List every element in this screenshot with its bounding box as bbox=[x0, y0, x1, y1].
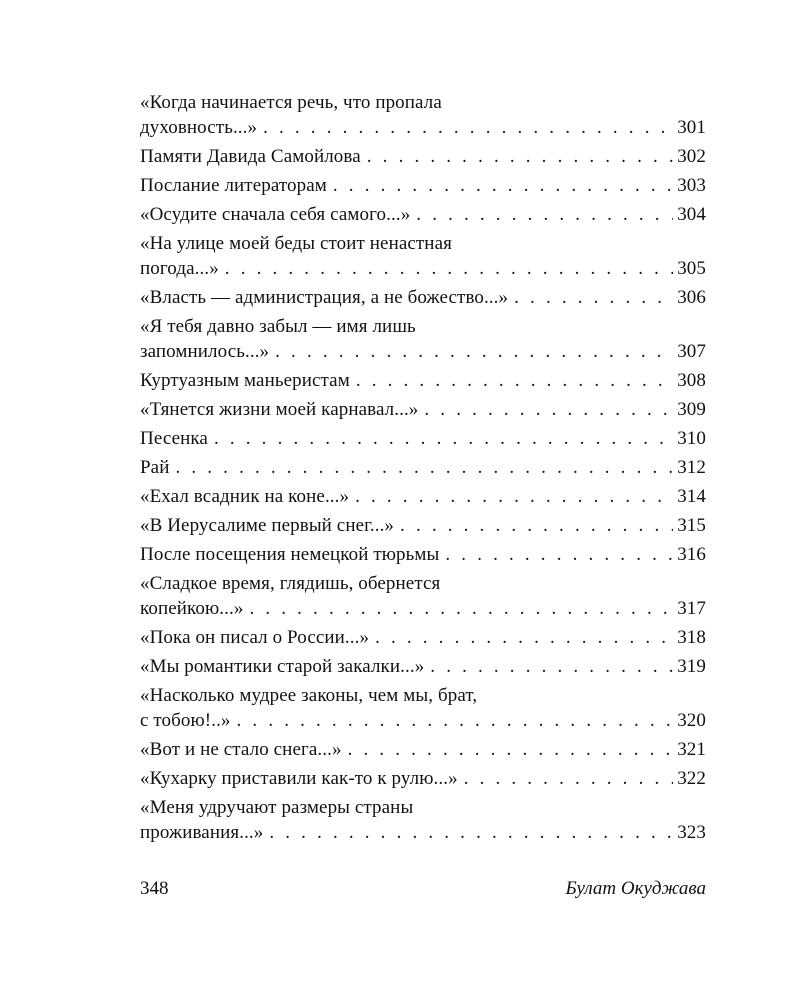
toc-entry-page: 309 bbox=[677, 399, 706, 420]
toc-entry-first-line: «Сладкое время, глядишь, обернется bbox=[140, 573, 441, 594]
toc-entry-page: 306 bbox=[677, 287, 706, 308]
toc-entry-page: 320 bbox=[677, 710, 706, 731]
toc-entry bbox=[140, 625, 706, 650]
dot-leader bbox=[355, 484, 673, 509]
toc-entry-title: копейкою...» bbox=[140, 598, 244, 619]
toc-entry-line bbox=[140, 820, 706, 845]
toc-entry-page: 321 bbox=[677, 739, 706, 760]
dot-leader bbox=[214, 426, 673, 451]
toc-entry-line bbox=[140, 173, 706, 198]
dot-leader bbox=[445, 542, 673, 567]
toc-entry-page: 302 bbox=[677, 146, 706, 167]
toc-entry-line bbox=[140, 513, 706, 538]
toc-entry-line bbox=[140, 285, 706, 310]
toc-entry-page: 314 bbox=[677, 486, 706, 507]
dot-leader bbox=[416, 202, 673, 227]
toc-entry-title: «Ехал всадник на коне...» bbox=[140, 486, 350, 507]
toc-entry-page: 317 bbox=[677, 598, 706, 619]
dot-leader bbox=[333, 173, 673, 198]
toc-entry bbox=[140, 314, 706, 364]
toc-entry bbox=[140, 455, 706, 480]
toc-entry-page: 315 bbox=[677, 515, 706, 536]
toc-entry bbox=[140, 542, 706, 567]
dot-leader bbox=[514, 285, 673, 310]
toc-entry bbox=[140, 513, 706, 538]
toc-entry bbox=[140, 397, 706, 422]
dot-leader bbox=[249, 596, 673, 621]
toc-entry-title: Песенка bbox=[140, 428, 208, 449]
dot-leader bbox=[263, 115, 673, 140]
dot-leader bbox=[356, 368, 673, 393]
dot-leader bbox=[400, 513, 673, 538]
toc-entry-line bbox=[140, 542, 706, 567]
toc-entry-page: 305 bbox=[677, 258, 706, 279]
toc-entry-page: 316 bbox=[677, 544, 706, 565]
toc-entry-first-line: «На улице моей беды стоит ненастная bbox=[140, 233, 452, 254]
toc-entry-page: 307 bbox=[677, 341, 706, 362]
toc-entry-page: 303 bbox=[677, 175, 706, 196]
dot-leader bbox=[464, 766, 674, 791]
dot-leader bbox=[269, 820, 673, 845]
toc-entry-title: погода...» bbox=[140, 258, 219, 279]
toc-entry-line bbox=[140, 737, 706, 762]
page-footer bbox=[140, 876, 706, 901]
toc-entry-title: «Кухарку приставили как-то к рулю...» bbox=[140, 768, 458, 789]
toc-entry-title: Послание литераторам bbox=[140, 175, 327, 196]
toc-entry-title: «Пока он писал о России...» bbox=[140, 627, 370, 648]
toc-entry-title: После посещения немецкой тюрьмы bbox=[140, 544, 440, 565]
dot-leader bbox=[375, 625, 673, 650]
dot-leader bbox=[430, 654, 673, 679]
toc-entry-page: 308 bbox=[677, 370, 706, 391]
toc-entry-title: проживания...» bbox=[140, 822, 264, 843]
toc-entry-line bbox=[140, 256, 706, 281]
toc-entry-title: Рай bbox=[140, 457, 170, 478]
toc-entry-first-line: «Я тебя давно забыл — имя лишь bbox=[140, 316, 416, 337]
toc-entry-line bbox=[140, 455, 706, 480]
toc-entry bbox=[140, 737, 706, 762]
page-number: 348 bbox=[140, 878, 169, 899]
toc-entry-first-line: «Меня удручают размеры страны bbox=[140, 797, 414, 818]
dot-leader bbox=[225, 256, 673, 281]
toc-entry-title: «Вот и не стало снега...» bbox=[140, 739, 342, 760]
toc-entry bbox=[140, 795, 706, 845]
toc-entry-line bbox=[140, 654, 706, 679]
toc-entry bbox=[140, 683, 706, 733]
toc-entry bbox=[140, 368, 706, 393]
toc-entry-first-line: «Когда начинается речь, что пропала bbox=[140, 92, 442, 113]
toc-entry bbox=[140, 90, 706, 140]
toc-entry bbox=[140, 285, 706, 310]
toc-entry bbox=[140, 144, 706, 169]
toc-entry-line bbox=[140, 397, 706, 422]
toc-entry-page: 312 bbox=[677, 457, 706, 478]
toc-entry bbox=[140, 571, 706, 621]
toc-entry-line bbox=[140, 115, 706, 140]
toc-entry bbox=[140, 173, 706, 198]
toc-entry-line bbox=[140, 766, 706, 791]
toc-entry-line bbox=[140, 625, 706, 650]
toc-entry bbox=[140, 654, 706, 679]
toc-entry bbox=[140, 202, 706, 227]
table-of-contents bbox=[140, 90, 706, 849]
dot-leader bbox=[424, 397, 673, 422]
toc-entry bbox=[140, 231, 706, 281]
toc-entry-title: «Мы романтики старой закалки...» bbox=[140, 656, 425, 677]
toc-entry-title: «Осудите сначала себя самого...» bbox=[140, 204, 411, 225]
toc-entry-line bbox=[140, 339, 706, 364]
toc-entry-line bbox=[140, 484, 706, 509]
toc-entry-page: 319 bbox=[677, 656, 706, 677]
toc-entry-line bbox=[140, 426, 706, 451]
toc-entry bbox=[140, 484, 706, 509]
dot-leader bbox=[237, 708, 674, 733]
toc-entry-title: «Тянется жизни моей карнавал...» bbox=[140, 399, 419, 420]
toc-entry-page: 310 bbox=[677, 428, 706, 449]
dot-leader bbox=[348, 737, 674, 762]
toc-entry-page: 323 bbox=[677, 822, 706, 843]
toc-entry-line bbox=[140, 202, 706, 227]
toc-entry-title: с тобою!..» bbox=[140, 710, 231, 731]
toc-entry-page: 322 bbox=[677, 768, 706, 789]
toc-entry-title: запомнилось...» bbox=[140, 341, 270, 362]
toc-entry-first-line: «Насколько мудрее законы, чем мы, брат, bbox=[140, 685, 478, 706]
dot-leader bbox=[175, 455, 673, 480]
running-author: Булат Окуджава bbox=[565, 878, 706, 899]
toc-entry-title: духовность...» bbox=[140, 117, 258, 138]
toc-entry-line bbox=[140, 708, 706, 733]
toc-entry-page: 301 bbox=[677, 117, 706, 138]
toc-entry-line bbox=[140, 144, 706, 169]
toc-entry-page: 318 bbox=[677, 627, 706, 648]
toc-entry bbox=[140, 766, 706, 791]
toc-entry-line bbox=[140, 368, 706, 393]
dot-leader bbox=[275, 339, 673, 364]
toc-entry-title: «Власть — администрация, а не божество...» bbox=[140, 287, 509, 308]
dot-leader bbox=[367, 144, 673, 169]
toc-entry-title: Куртуазным маньеристам bbox=[140, 370, 350, 391]
toc-entry-title: «В Иерусалиме первый снег...» bbox=[140, 515, 395, 536]
toc-entry bbox=[140, 426, 706, 451]
toc-entry-title: Памяти Давида Самойлова bbox=[140, 146, 361, 167]
toc-entry-line bbox=[140, 596, 706, 621]
toc-entry-page: 304 bbox=[677, 204, 706, 225]
